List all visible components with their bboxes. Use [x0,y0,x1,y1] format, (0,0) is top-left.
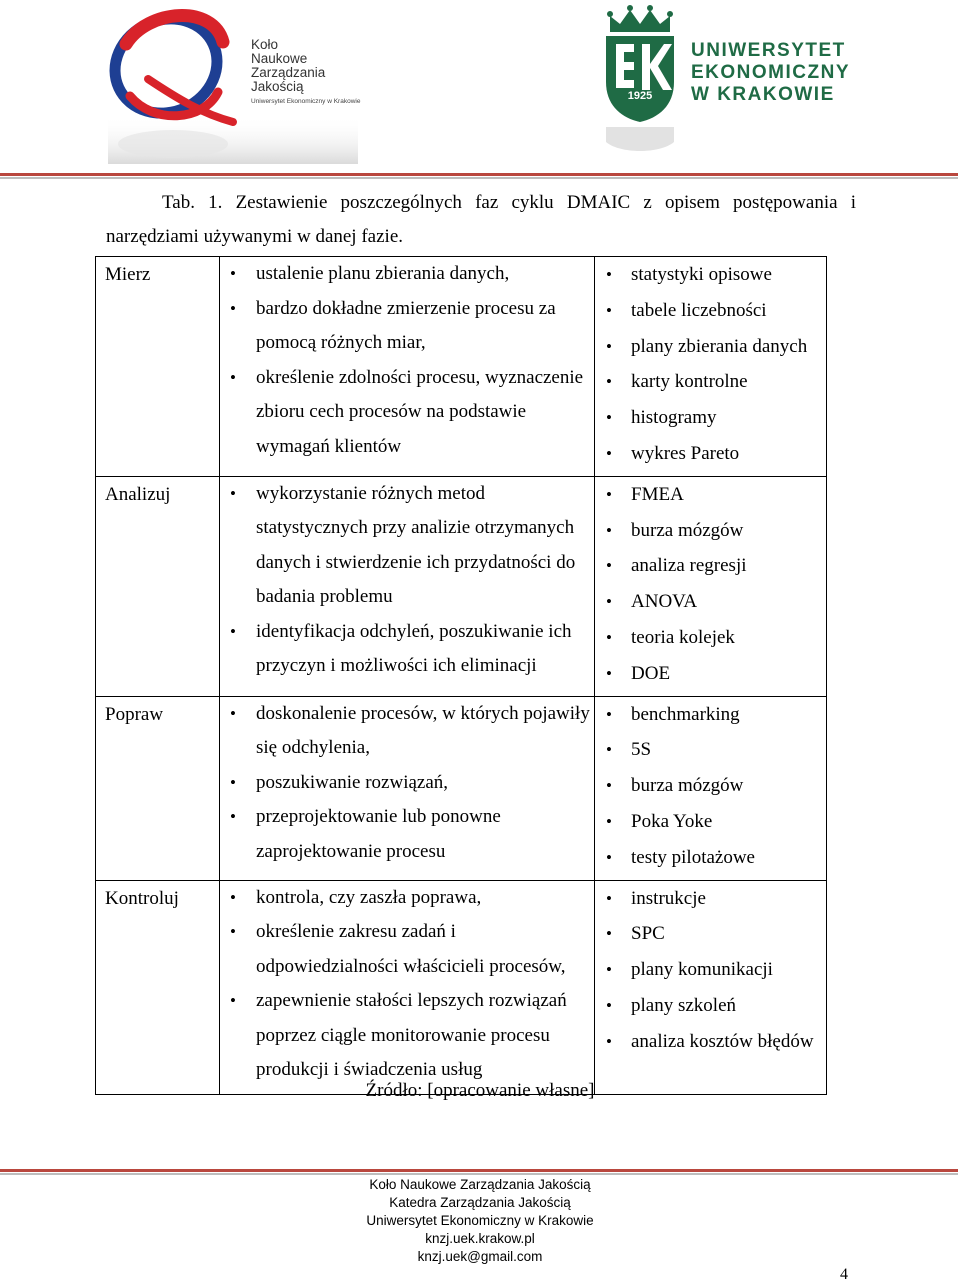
list-item: • ANOVA [595,584,826,620]
knzj-name [251,38,361,94]
footer-email-link[interactable]: knzj.uek@gmail.com [417,1249,543,1264]
tools-cell [595,880,827,1094]
list-item: • poszukiwanie rozwiązań, [220,766,594,801]
header-rule-gray [0,177,958,179]
source-text: Źródło: [opracowanie własne] [365,1080,595,1101]
description-list [220,881,594,1088]
description-cell [220,257,595,477]
header-rule-red [0,173,958,176]
uek-name-line: UNIWERSYTET [691,40,846,61]
phase-cell: Popraw [96,696,220,880]
list-item: • przeprojektowanie lub ponowne zaprojektowanie procesu [220,800,594,869]
list-item: • zapewnienie stałości lepszych rozwiązań poprzez ciągle monitorowanie procesu produkcji i świadczenia usług [220,984,594,1088]
list-item: • plany szkoleń [595,988,826,1024]
list-item: • SPC [595,916,826,952]
list-item: • doskonalenie procesów, w których pojawiły się odchylenia, [220,697,594,766]
list-item: • 5S [595,732,826,768]
tools-cell [595,696,827,880]
list-item: • karty kontrolne [595,364,826,400]
phase-cell: Kontroluj [96,880,220,1094]
list-item: • DOE [595,656,826,692]
uek-name-line: W KRAKOWIE [691,84,835,105]
list-item: • plany zbierania danych [595,329,826,365]
knzj-name-line: Koło [251,37,279,52]
list-item: • burza mózgów [595,768,826,804]
footer-university: Uniwersytet Ekonomiczny w Krakowie [366,1213,594,1228]
list-item: • wykorzystanie różnych metod statystycznych przy analizie otrzymanych danych i stwierdzenie ich przydatności do badania problemu [220,477,594,615]
list-item: • bardzo dokładne zmierzenie procesu za pomocą różnych miar, [220,292,594,361]
page-number: 4 [840,1266,848,1283]
list-item: • instrukcje [595,881,826,917]
footer-website-link[interactable]: knzj.uek.krakow.pl [425,1231,535,1246]
table-caption [106,186,856,254]
list-item: • analiza regresji [595,548,826,584]
list-item: • wykres Pareto [595,436,826,472]
description-list [220,477,594,684]
knzj-logo [108,4,361,164]
list-item: • benchmarking [595,697,826,733]
uek-logo [600,2,860,162]
list-item: • testy pilotażowe [595,840,826,876]
list-item: • histogramy [595,400,826,436]
footer-rule-red [0,1169,958,1172]
tools-cell [595,257,827,477]
list-item: • burza mózgów [595,513,826,549]
uek-year: 1925 [627,90,653,102]
list-item: • Poka Yoke [595,804,826,840]
tools-list [595,881,826,1064]
list-item: • tabele liczebności [595,293,826,329]
list-item: • analiza kosztów błędów [595,1024,826,1060]
list-item: • teoria kolejek [595,620,826,656]
list-item: • określenie zakresu zadań i odpowiedzialności właścicieli procesów, [220,915,594,984]
footer-org-name: Koło Naukowe Zarządzania Jakością [369,1177,591,1192]
tools-list [595,477,826,696]
knzj-name-line: Naukowe [251,51,308,66]
list-item: • kontrola, czy zaszła poprawa, [220,881,594,916]
caption-line-2: narzędziami używanymi w danej fazie. [106,226,403,247]
list-item: • plany komunikacji [595,952,826,988]
page-header [0,0,960,180]
description-cell [220,476,595,696]
list-item: • określenie zdolności procesu, wyznaczenie zbioru cech procesów na podstawie wymagań klientów [220,361,594,465]
table-row [96,257,827,477]
description-cell [220,880,595,1094]
knzj-name-line: Jakością [251,79,304,94]
list-item: • identyfikacja odchyleń, poszukiwanie ich przyczyn i możliwości ich eliminacji [220,615,594,684]
footer-rule-gray [0,1173,958,1175]
tools-list [595,257,826,476]
table-row [96,476,827,696]
description-list [220,257,594,464]
phase-cell: Mierz [96,257,220,477]
list-item: • statystyki opisowe [595,257,826,293]
description-list [220,697,594,870]
table-row [96,880,827,1094]
uek-crest-icon [600,2,680,162]
caption-line-1: Tab. 1. Zestawienie poszczególnych faz cyklu DMAIC z opisem postępowania i [162,192,856,213]
knzj-subline: Uniwersytet Ekonomiczny w Krakowie [251,98,361,105]
page-footer [0,1176,960,1266]
list-item: • ustalenie planu zbierania danych, [220,257,594,292]
table-row [96,696,827,880]
uek-name-line: EKONOMICZNY [691,62,850,83]
dmaic-table [95,256,827,1095]
phase-cell: Analizuj [96,476,220,696]
uek-name [691,40,850,106]
footer-department: Katedra Zarządzania Jakością [389,1195,571,1210]
knzj-name-line: Zarządzania [251,65,326,80]
list-item: • FMEA [595,477,826,513]
description-cell [220,696,595,880]
tools-list [595,697,826,880]
tools-cell [595,476,827,696]
table-source [0,1076,960,1106]
